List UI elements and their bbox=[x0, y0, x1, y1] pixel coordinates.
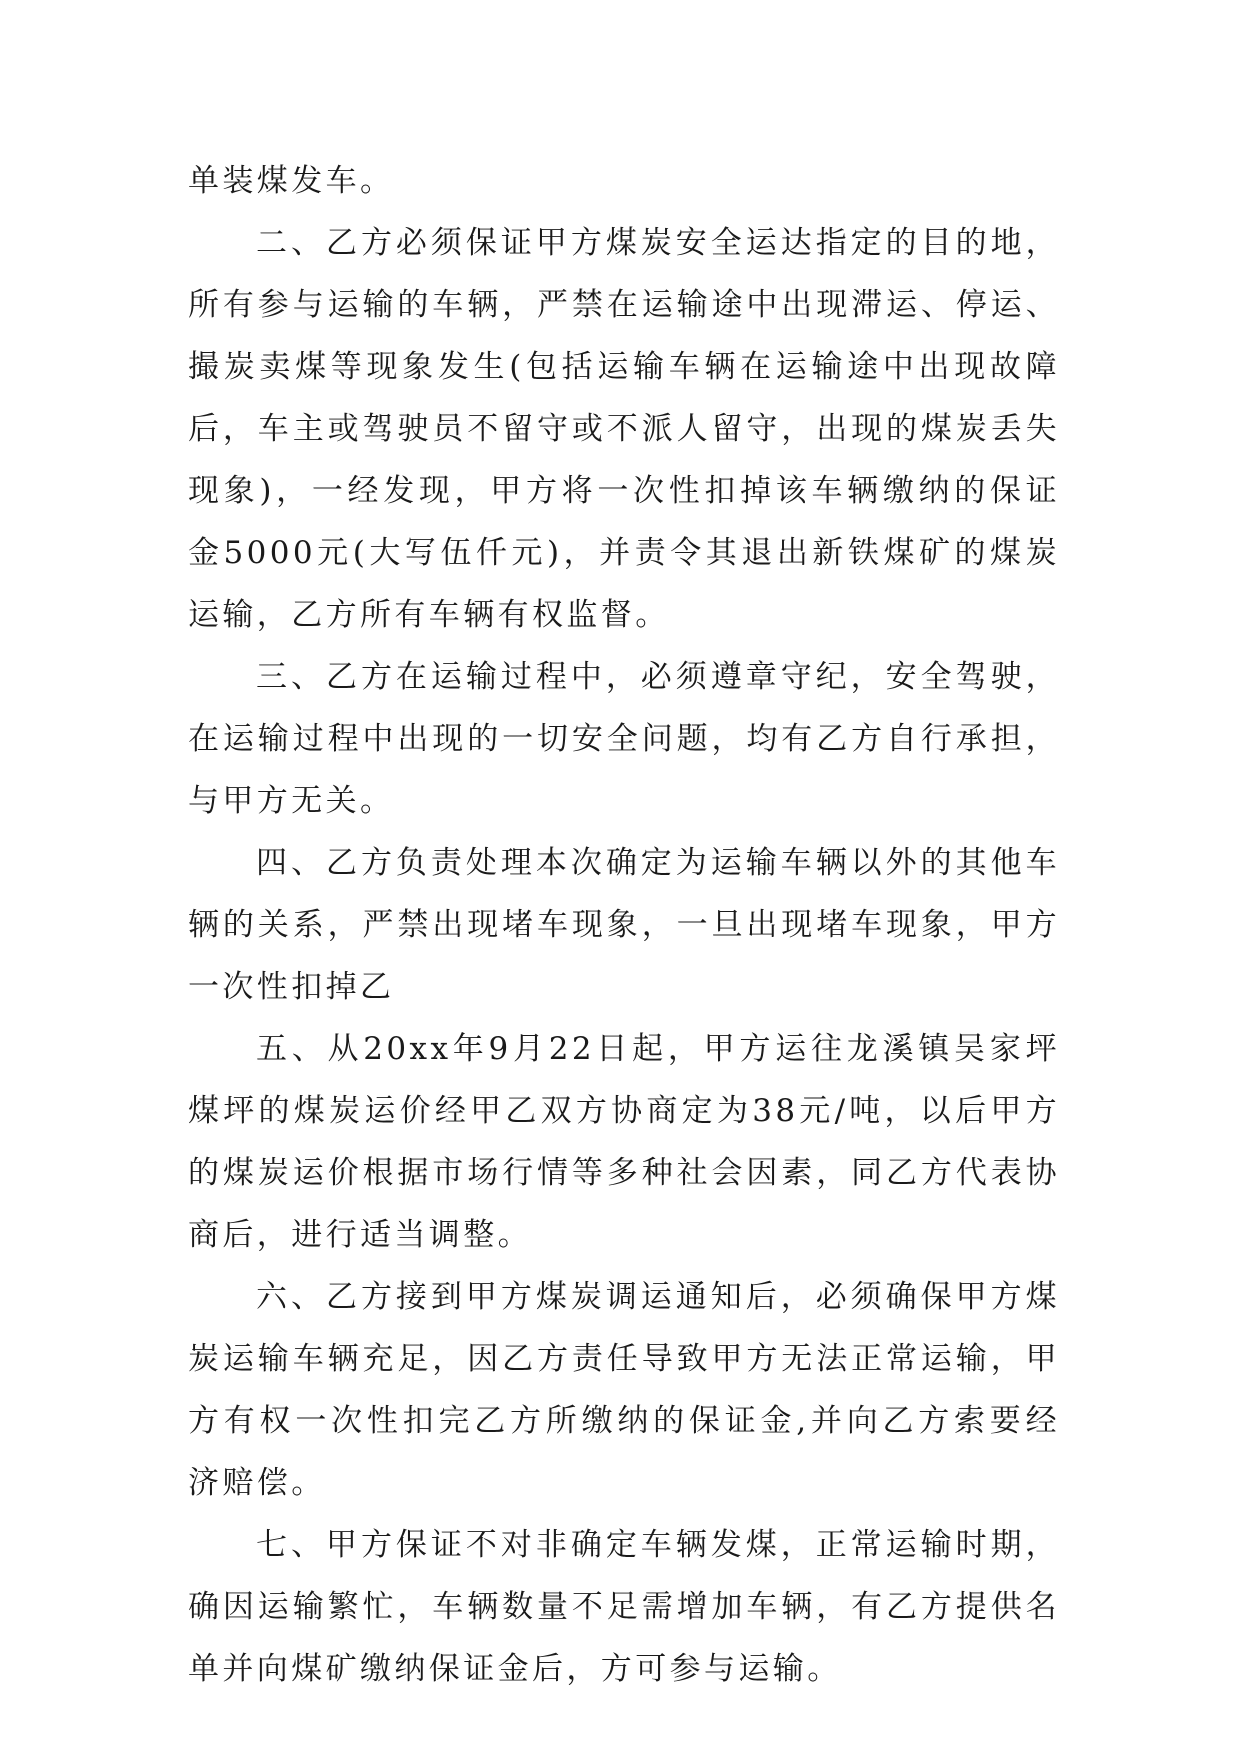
clause-6: 六、乙方接到甲方煤炭调运通知后，必须确保甲方煤炭运输车辆充足，因乙方责任导致甲方无法正常运输，甲方有权一次性扣完乙方所缴纳的保证金,并向乙方索要经济赔偿。 bbox=[188, 1279, 1060, 1501]
clause-4: 四、乙方负责处理本次确定为运输车辆以外的其他车辆的关系，严禁出现堵车现象，一旦出现堵车现象，甲方一次性扣掉乙 bbox=[188, 845, 1060, 1005]
clause-7: 七、甲方保证不对非确定车辆发煤，正常运输时期，确因运输繁忙，车辆数量不足需增加车辆，有乙方提供名单并向煤矿缴纳保证金后，方可参与运输。 bbox=[188, 1527, 1060, 1687]
clause-5: 五、从20xx年9月22日起，甲方运往龙溪镇吴家坪煤坪的煤炭运价经甲乙双方协商定为38元/吨，以后甲方的煤炭运价根据市场行情等多种社会因素，同乙方代表协商后，进行适当调整。 bbox=[188, 1031, 1060, 1253]
clause-2: 二、乙方必须保证甲方煤炭安全运达指定的目的地，所有参与运输的车辆，严禁在运输途中出现滞运、停运、撮炭卖煤等现象发生(包括运输车辆在运输途中出现故障后，车主或驾驶员不留守或不派人留守，出现的煤炭丢失现象)，一经发现，甲方将一次性扣掉该车辆缴纳的保证金5000元(大写伍仟元)，并责令其退出新铁煤矿的煤炭运输，乙方所有车辆有权监督。 bbox=[188, 225, 1060, 633]
document-page bbox=[188, 150, 1060, 1700]
paragraph-continuation: 单装煤发车。 bbox=[188, 163, 395, 199]
clause-3: 三、乙方在运输过程中，必须遵章守纪，安全驾驶，在运输过程中出现的一切安全问题，均有乙方自行承担，与甲方无关。 bbox=[188, 659, 1060, 819]
